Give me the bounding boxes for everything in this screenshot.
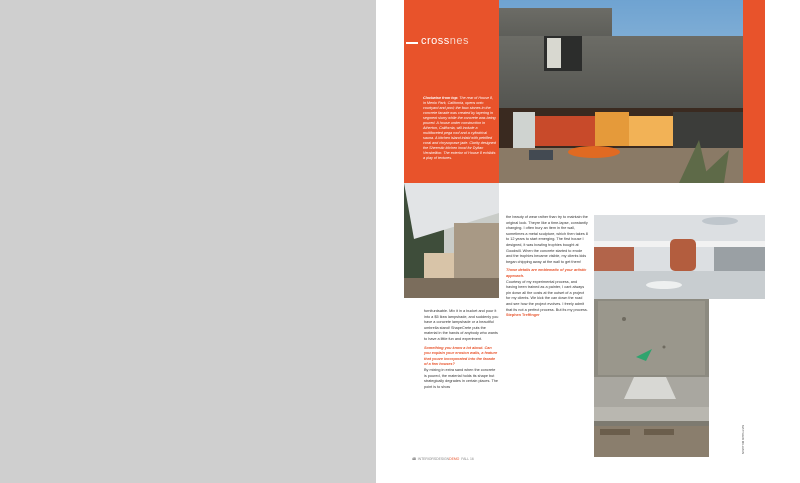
column-middle bbox=[506, 215, 588, 319]
caption-lead: Clockwise from top: bbox=[423, 96, 459, 100]
caption-body: The rear of House 8, in Menlo Park, California, opens onto courtyard and pool; the faux stones in the concrete facade was created by layering in segment slurry while the concrete was being poured. A house under construction in Atherton, California, will include a multifaceted pega roof and a cylindrical sauna. A kitchen island inlaid with petrified coral and chrysoprase jade. Clarity designed the Sheerstic kitchen hood for Dyltan Verabellion. The exterior of House 8 exhibits a play of textures. bbox=[423, 96, 496, 160]
kitchen-island-photo bbox=[594, 299, 709, 377]
middle-question: Those details are emblematic of your artistic approach. bbox=[506, 268, 587, 278]
photo-credit: MATTHEW MILLMAN bbox=[741, 425, 745, 455]
column-left bbox=[424, 309, 499, 390]
section-title: crossnes bbox=[421, 35, 470, 47]
author-signature: Stephen Treffinger bbox=[506, 313, 540, 318]
photo-caption bbox=[423, 96, 496, 161]
house-construction-photo bbox=[594, 215, 765, 299]
middle-paragraph-2: Courtesy of my experimental process, and having been trained as a painter, I cant always pin down all the costs at the outset of a project for my clients. We kick the can down the road and see how the project evolves. I freely admit that its not a perfect process. But its my process. Stephen Treffinger bbox=[506, 279, 588, 318]
section-dash bbox=[406, 42, 418, 44]
left-paragraph-1: furniturdsable. Mix it in a bucket and pour it into a $5 Ikea lampshade, and suddenly you have a concrete lampshade or a beautiful umbrella stand! ShapeCrete puts the material in the hands of anybody who wants to have a little fun and experiment. bbox=[424, 309, 499, 341]
page-footer: 48 INTERIORSDESIGNDEMO FALL 16 bbox=[412, 457, 474, 461]
left-paragraph-2: By mixing in extra sand when the concrete is poured, the material holds its shape but strategically degrades in certain places. The point is to show bbox=[424, 367, 499, 389]
orange-edge bbox=[743, 0, 765, 183]
courtyard-canopy-photo bbox=[404, 183, 499, 298]
middle-paragraph-1: the beauty of wear rather than try to maintain the original look. Theyre like a time-lapse, constantly changing. I often bury an item in the wall, sometimes a metal sculpture, which then takes 8 to 12 years to start emerging. The first house I designed, it was bowling trophies bought at Goodwill. When the concrete started to erode and the trophies became visible, my clients kids began chipping away at the wall to get them! bbox=[506, 215, 588, 264]
left-page-gray bbox=[0, 0, 376, 483]
kitchen-hood-photo bbox=[594, 377, 709, 457]
left-question: Something you know a lot about. Can you explain your erosion walls, a feature that youve incorporated into the facade of a few houses? bbox=[424, 345, 498, 367]
hero-house-photo bbox=[499, 0, 743, 183]
